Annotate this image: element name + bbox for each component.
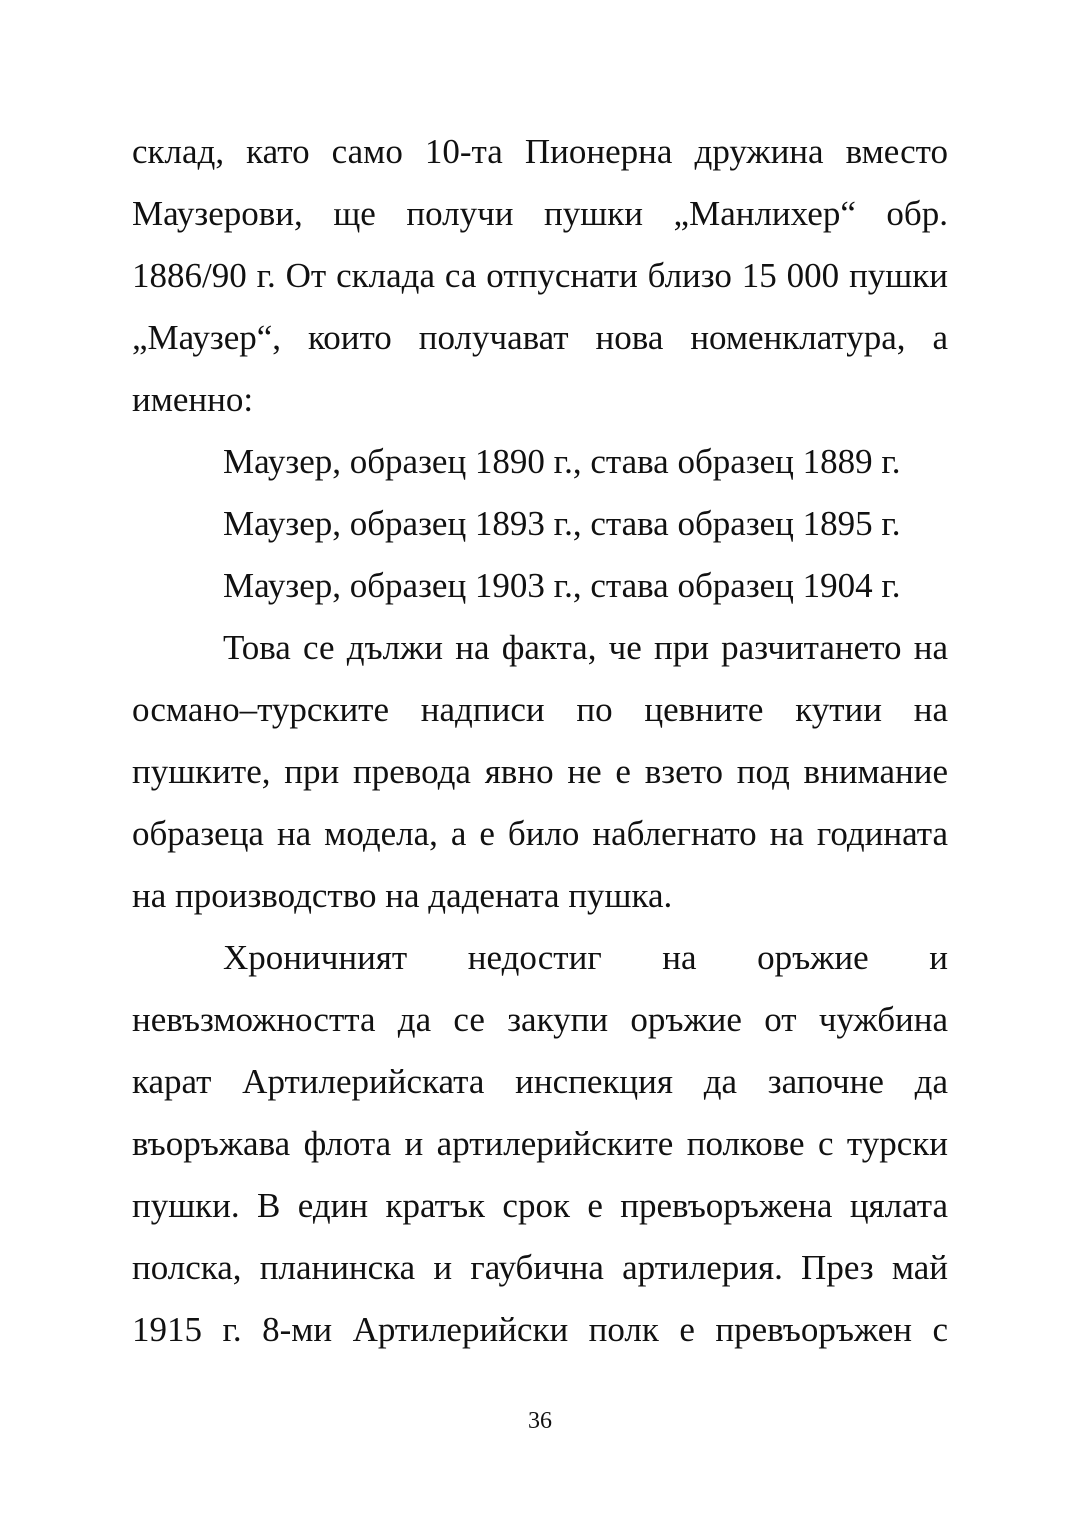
paragraph1-line-1: склад, като само 10-та Пионерна дружина вместо xyxy=(132,132,948,171)
list-item-1: Маузер, образец 1890 г., става образец 1889 г. xyxy=(223,442,901,481)
list-item-3: Маузер, образец 1903 г., става образец 1904 г. xyxy=(223,566,901,605)
paragraph1-line-4: „Маузер“, които получават нова номенклатура, а xyxy=(132,318,948,357)
page-number: 36 xyxy=(528,1408,552,1434)
list-item-2: Маузер, образец 1893 г., става образец 1895 г. xyxy=(223,504,901,543)
paragraph2-line-4: образеца на модела, а е било наблегнато на годината xyxy=(132,814,948,853)
paragraph1-line-3: 1886/90 г. От склада са отпуснати близо 15 000 пушки xyxy=(132,256,948,295)
body-text xyxy=(132,121,948,1361)
paragraph3-line-7: 1915 г. 8-ми Артилерийски полк е превъоръжен с xyxy=(132,1310,948,1349)
paragraph2-line-3: пушките, при превода явно не е взето под внимание xyxy=(132,752,948,791)
paragraph2-line-1: Това се дължи на факта, че при разчитането на xyxy=(223,628,948,667)
paragraph1-line-2: Маузерови, ще получи пушки „Манлихер“ обр. xyxy=(132,194,948,233)
paragraph2-line-2: османо–турските надписи по цевните кутии на xyxy=(132,690,948,729)
paragraph3-line-4: въоръжава флота и артилерийските полкове с турски xyxy=(132,1124,948,1163)
paragraph3-line-5: пушки. В един кратък срок е превъоръжена цялата xyxy=(132,1186,948,1225)
paragraph3-line-3: карат Артилерийската инспекция да започне да xyxy=(132,1062,948,1101)
paragraph2-line-5: на производство на дадената пушка. xyxy=(132,876,673,915)
paragraph3-line-1: Хроничният недостиг на оръжие и xyxy=(223,938,948,977)
paragraph1-line-5: именно: xyxy=(132,380,254,419)
paragraph3-line-2: невъзможността да се закупи оръжие от чужбина xyxy=(132,1000,948,1039)
paragraph3-line-6: полска, планинска и гаубична артилерия. През май xyxy=(132,1248,948,1287)
